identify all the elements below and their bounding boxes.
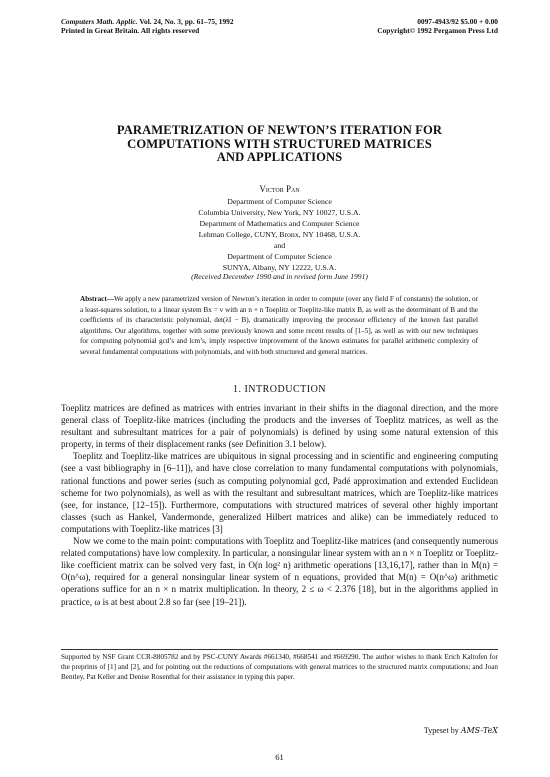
footnote-rule (61, 649, 498, 650)
affiliation-line: Columbia University, New York, NY 10027, U.S.A. (198, 208, 361, 217)
title-line-2: COMPUTATIONS WITH STRUCTURED MATRICES (127, 136, 432, 151)
abstract-text: We apply a new parametrized version of Newton’s iteration in order to compute (over any field F of constants) the solution, or a least-squares solution, to a linear system Bx = v with an n × n Toeplitz or Toeplitz-like matrix B, as well as the determinant of B and the coefficients of its characteristic polynomial, det(λI − B), dramatically improving the processor efficiency of the known fast parallel algorithms. Our algorithms, together with some previously known and some recent results of [1–5], as well as with our new techniques for computing polynomial gcd’s and lcm’s, imply respective improvement of the known estimates for parallel arithmetic complexity of several fundamental computations with polynomials, and with both structured and general matrices. (80, 295, 478, 356)
affiliation-line: Department of Computer Science (227, 252, 332, 261)
paragraph: Toeplitz and Toeplitz-like matrices are ubiquitous in signal processing and in scientific and engineering computing (see a vast bibliography in [6–11]), and have close correlation to many fundamental computations with polynomials, rational functions and power series (such as computing polynomial gcd, Padé approximation and extended Euclidean scheme for two polynomials), as well as with the resultant and subresultant matrices, which are Toeplitz-like matrices (see, for instance, [12–15]). Furthermore, computations with structured matrices of several other highly important classes (such as Hankel, Vandermonde, generalized Hilbert matrices and alike) can be immediately reduced to computations with Toeplitz-like matrices [3] (61, 451, 498, 534)
section-heading: 1. INTRODUCTION (232, 384, 327, 395)
affiliation-line: Department of Computer Science (227, 197, 332, 206)
affiliation-line: Lehman College, CUNY, Bronx, NY 10468, U.S.A. (198, 230, 361, 239)
typeset-system: AMS-TeX (460, 726, 498, 735)
abstract (80, 294, 478, 357)
paragraph: Toeplitz matrices are defined as matrices with entries invariant in their shifts in the diagonal direction, and the more general class of Toeplitz-like matrices (including the products and the inverses of Toeplitz matrices, as well as the resultant and subresultant matrices for a pair of polynomials) is defined by using some natural extension of this property, in terms of their displacement ranks (see Definition 3.1 below). (61, 403, 498, 450)
affiliations (61, 196, 498, 273)
typeset-label: Typeset by (423, 726, 459, 735)
affiliation-line: SUNYA, Albany, NY 12222, U.S.A. (222, 263, 337, 272)
journal-code: 0097-4943/92 $5.00 + 0.00 (417, 17, 498, 26)
paper-title (61, 124, 498, 165)
body-text (61, 402, 498, 608)
affiliation-line: Department of Mathematics and Computer Science (199, 219, 360, 228)
page-number: 61 (275, 752, 284, 762)
journal-name: Computers Math. Applic. (61, 17, 138, 26)
footnote: Supported by NSF Grant CCR-8805782 and by PSC-CUNY Awards #661340, #668541 and #669290. The author wishes to thank Erich Kaltofen for the preprints of [1] and [2], and for pointing out the reductions of computations with general matrices to the structured matrix computations; and Joan Bentley, Pat Keller and Denise Rosenthal for their assistance in typing this paper. (61, 653, 498, 681)
abstract-label: Abstract— (80, 295, 114, 303)
paragraph: Now we come to the main point: computations with Toeplitz and Toeplitz-like matrices (and consequently numerous related computations) have low complexity. In particular, a nonsingular linear system with an n × n Toeplitz or Toeplitz-like coefficient matrix can be solved very fast, in O(n log² n) arithmetic operations [13,16,17], rather than in M(n) = O(n^ω), required for a general nonsingular linear system of n equations, provided that M(n) = O(n^ω) arithmetic operations suffice for an n × n matrix multiplication. In theory, 2 ≤ ω < 2.376 [18], but in the algorithms applied in practice, ω is at best about 2.8 so far (see [19–21]). (61, 536, 498, 607)
author-name: Victor Pan (259, 184, 300, 194)
affiliation-line: and (273, 241, 286, 250)
printed-note: Printed in Great Britain. All rights reserved (61, 26, 200, 35)
title-line-1: PARAMETRIZATION OF NEWTON’S ITERATION FOR (116, 123, 443, 137)
copyright-note: Copyright© 1992 Pergamon Press Ltd (377, 26, 498, 35)
received-date: (Received December 1990 and in revised form June 1991) (191, 272, 368, 281)
title-line-3: AND APPLICATIONS (216, 150, 343, 164)
journal-volume: Vol. 24, No. 3, pp. 61–75, 1992 (139, 17, 234, 26)
typeset-note (424, 726, 498, 735)
